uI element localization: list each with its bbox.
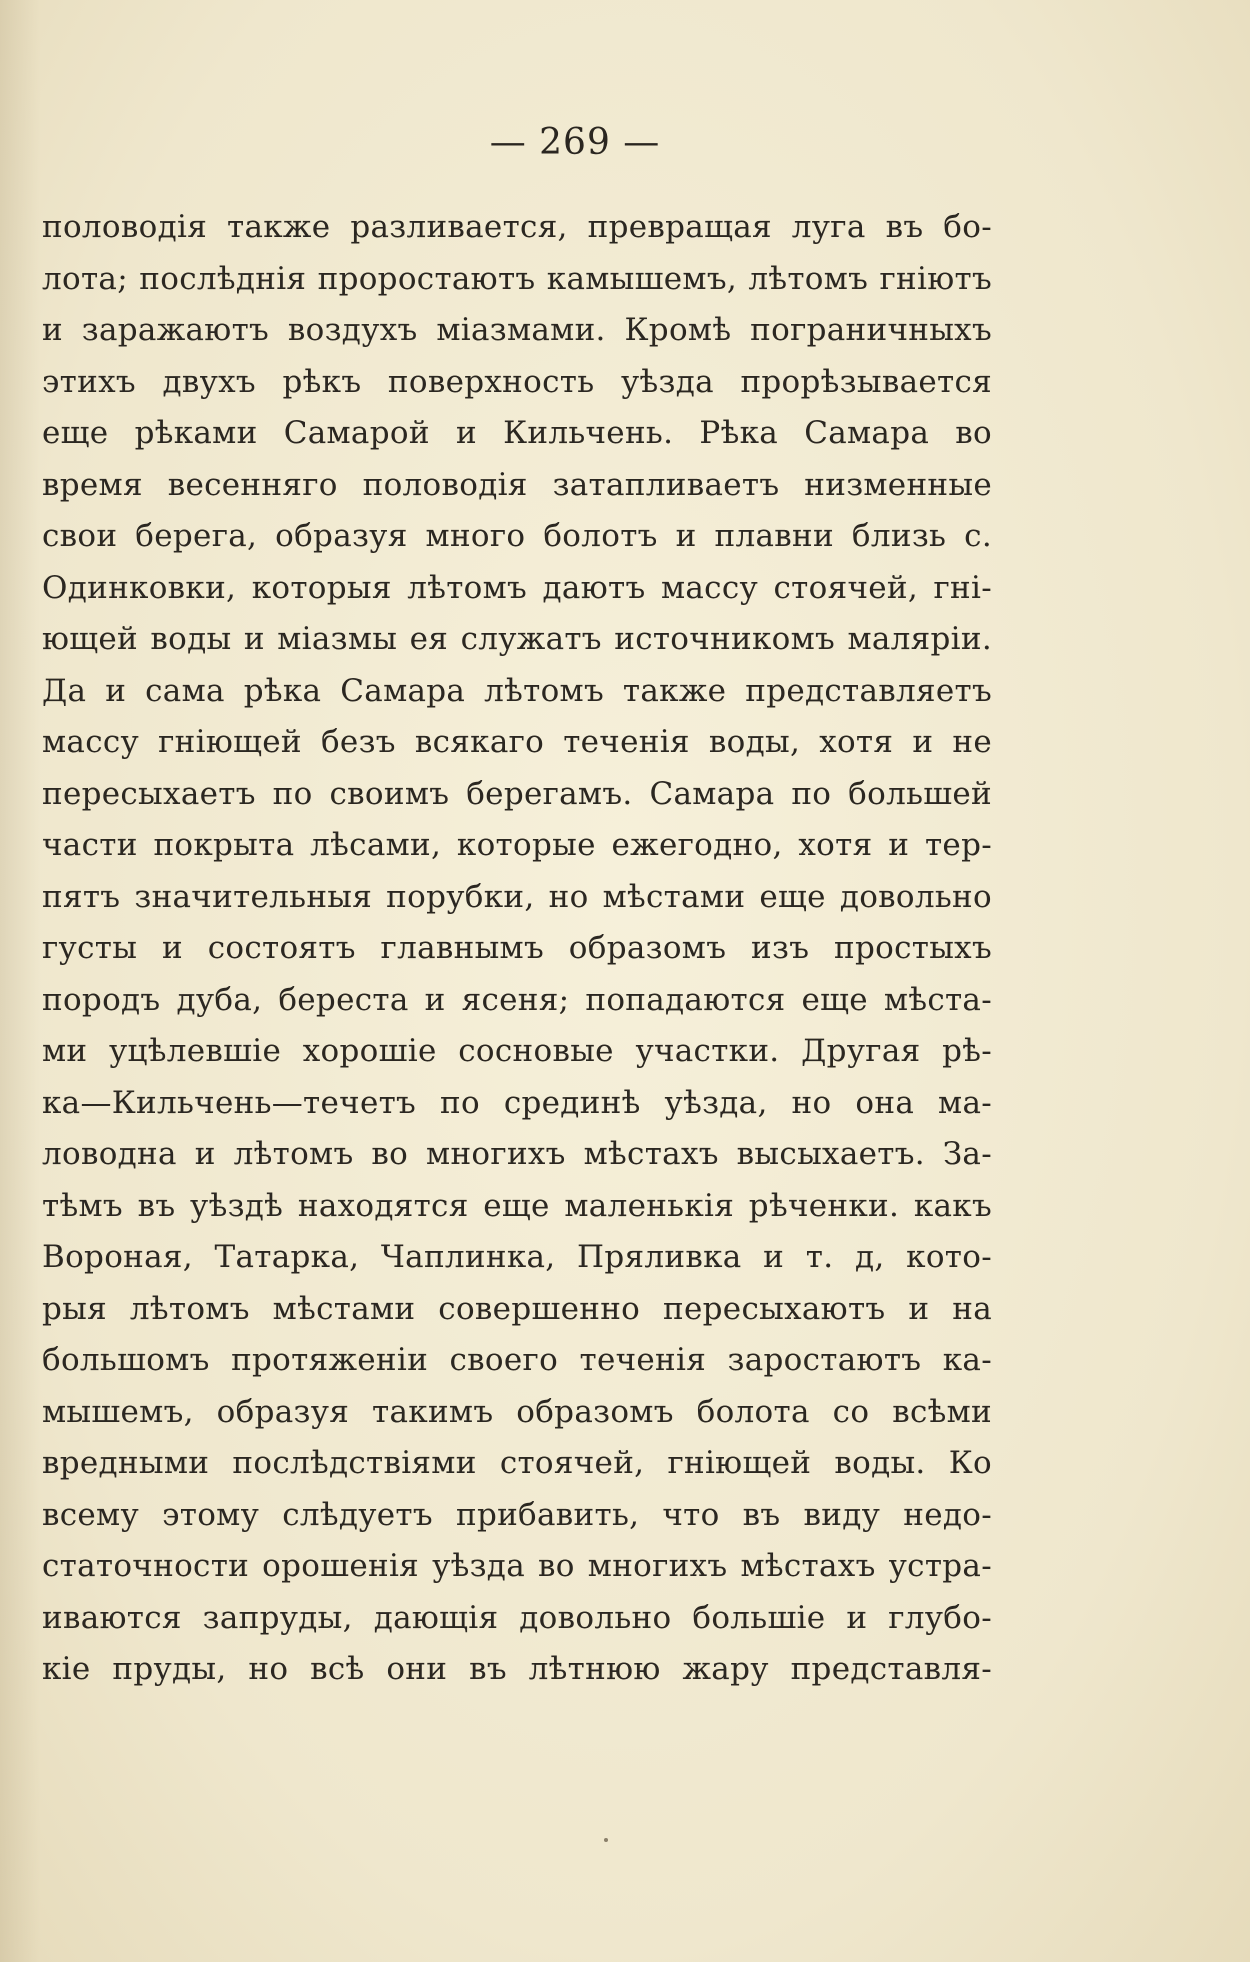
page-gutter-shadow <box>0 0 40 1962</box>
text-line: Одинковки, которыя лѣтомъ даютъ массу стоячей, гні- <box>42 569 992 606</box>
text-line: густы и состоятъ главнымъ образомъ изъ простыхъ <box>42 930 992 966</box>
text-line: статочности орошенія уѣзда во многихъ мѣстахъ устра- <box>42 1548 992 1584</box>
text-line: породъ дуба, береста и ясеня; попадаются еще мѣста- <box>42 981 992 1018</box>
text-line: вредными послѣдствіями стоячей, гніющей воды. Ко <box>42 1445 992 1481</box>
text-line: половодія также разливается, превращая луга въ бо- <box>42 209 992 245</box>
text-line: свои берега, образуя много болотъ и плавни близь с. <box>42 518 992 554</box>
text-line: Вороная, Татарка, Чаплинка, Пряливка и т. д, кото- <box>42 1239 992 1275</box>
text-line: ка—Кильчень—течетъ по срединѣ уѣзда, но она ма- <box>42 1084 992 1121</box>
text-line: массу гніющей безъ всякаго теченія воды, хотя и не <box>42 724 992 760</box>
text-line: Да и сама рѣка Самара лѣтомъ также представляетъ <box>42 672 992 709</box>
text-line: время весенняго половодія затапливаетъ низменные <box>42 466 992 503</box>
text-line: и заражаютъ воздухъ міазмами. Кромѣ пограничныхъ <box>42 312 992 348</box>
text-line: пятъ значительныя порубки, но мѣстами еще довольно <box>42 878 992 915</box>
text-line: рыя лѣтомъ мѣстами совершенно пересыхаютъ и на <box>42 1290 992 1327</box>
text-line: этихъ двухъ рѣкъ поверхность уѣзда прорѣзывается <box>42 363 992 400</box>
body-text <box>42 202 992 1696</box>
text-line: мышемъ, образуя такимъ образомъ болота со всѣми <box>42 1393 992 1430</box>
text-line: части покрыта лѣсами, которые ежегодно, хотя и тер- <box>42 827 992 863</box>
text-line: ловодна и лѣтомъ во многихъ мѣстахъ высыхаетъ. За- <box>42 1136 992 1172</box>
text-line: лота; послѣднія проростаютъ камышемъ, лѣтомъ гніютъ <box>42 260 992 297</box>
paper-speck <box>604 1838 608 1842</box>
text-line: большомъ протяженіи своего теченія заростаютъ ка- <box>42 1342 992 1378</box>
text-line: ми уцѣлевшіе хорошіе сосновые участки. Другая рѣ- <box>42 1033 992 1069</box>
text-line: кіе пруды, но всѣ они въ лѣтнюю жару представля- <box>42 1651 992 1687</box>
text-line: тѣмъ въ уѣздѣ находятся еще маленькія рѣченки. какъ <box>42 1187 992 1224</box>
page-number: — 269 — <box>489 122 661 163</box>
text-line: иваются запруды, дающія довольно большіе и глубо- <box>42 1599 992 1636</box>
text-line: ющей воды и міазмы ея служатъ источникомъ маляріи. <box>42 621 992 657</box>
text-line: всему этому слѣдуетъ прибавить, что въ виду недо- <box>42 1496 992 1533</box>
text-line: еще рѣками Самарой и Кильчень. Рѣка Самара во <box>42 415 992 451</box>
text-line: пересыхаетъ по своимъ берегамъ. Самара по большей <box>42 775 992 812</box>
